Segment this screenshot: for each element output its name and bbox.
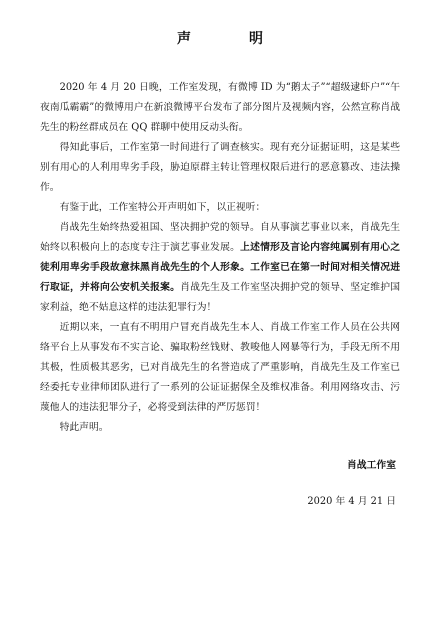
document-title: 声 明 bbox=[177, 31, 285, 47]
paragraph-text: 近期以来，一直有不明用户冒充肖战先生本人、肖战工作室工作人员在公共网络平台上从事发布不实言论、骗取粉丝钱财、教唆他人网暴等行为，手段无所不用其极，性质极其恶劣，已对肖战先生的名誉造成了严重影响，肖战先生及工作室已经委托专业律师团队进行了一系列的公证证据保全及维权准备。利用网络攻击、污蔑他人的违法犯罪分子，必将受到法律的严厉惩罚！ bbox=[40, 322, 400, 413]
paragraph-text: 2020 年 4 月 20 日晚，工作室发现，有微博 ID 为“鹅太子”“超级逮虾户”“午夜南瓜霸霸”的微博用户在新浪微博平台发布了部分图片及视频内容，公然宣称肖战先生的粉丝群成员在 QQ 群聊中使用反动头衔。 bbox=[40, 82, 400, 133]
paragraph-declaration-intro bbox=[40, 198, 400, 218]
paragraph-text: 有鉴于此，工作室特公开声明如下，以正视听： bbox=[59, 202, 266, 213]
paragraph-text: 特此声明。 bbox=[59, 422, 109, 433]
paragraph-investigation bbox=[40, 138, 400, 198]
paragraph-bold-text: 上述情形及言论内容纯属别有用心之徒利用卑劣手段故意抹黑肖战先生的个人形象。工作室已在第一时间对相关情况进行取证，并将向公安机关报案。 bbox=[40, 242, 401, 293]
signature-date: 2020 年 4 月 21 日 bbox=[307, 496, 396, 507]
paragraph-text: 肖战先生始终热爱祖国、坚决拥护党的领导。自从事演艺事业以来，肖战先生始终以积极向上的态度专注于演艺事业发展。 bbox=[40, 222, 400, 253]
paragraph-text: 得知此事后，工作室第一时间进行了调查核实。现有充分证据证明，这是某些别有用心的人利用卑劣手段，胁迫原群主转让管理权限后进行的恶意篡改、违法操作。 bbox=[40, 142, 400, 193]
paragraph-discovery bbox=[40, 78, 400, 138]
signature-name: 肖战工作室 bbox=[347, 460, 396, 471]
paragraph-text: 肖战先生及工作室坚决拥护党的领导、坚定维护国家利益，绝不姑息这样的违法犯罪行为！ bbox=[40, 282, 401, 313]
paragraph-stance bbox=[40, 218, 400, 318]
paragraph-closing bbox=[40, 418, 400, 438]
paragraph-impersonation bbox=[40, 318, 400, 418]
